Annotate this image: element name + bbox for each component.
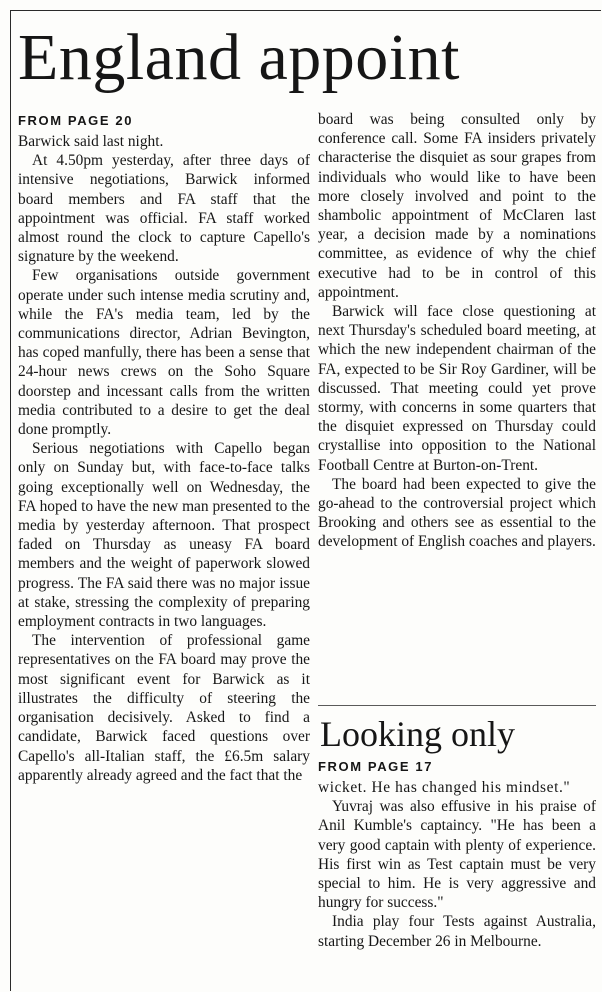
article-column-1: [18, 112, 310, 785]
article-column-3: [318, 758, 596, 951]
paragraph: Serious negotiations with Capello began only on Sunday but, with face-to-face talks going exceptionally well on Wednesday, the FA hoped to have the new man presented to the media by yesterday afternoon. That prospect faded on Thursday as uneasy FA board members and the weight of paperwork slowed progress. The FA said there was no major issue at stake, stressing the complexity of preparing employment contracts in two languages.: [18, 440, 310, 631]
paragraph: Yuvraj was also effusive in his praise of Anil Kumble's captaincy. "He has been a very good captain with plenty of experience. His first win as Test captain must be very special to him. He is very aggressive and hungry for success.": [318, 798, 596, 912]
paragraph: board was being consulted only by conference call. Some FA insiders privately characterise the disquiet as sour grapes from individuals who would like to have been more closely involved and point to the shambolic appointment of McClaren last year, a decision made by a nominations committee, as evidence of why the chief executive had to be in control of this appointment.: [318, 111, 596, 301]
paragraph: Barwick said last night.: [18, 133, 164, 150]
paragraph: wicket. He has changed his mindset.": [318, 779, 571, 796]
main-headline: England appoint: [18, 21, 460, 94]
paragraph: At 4.50pm yesterday, after three days of intensive negotiations, Barwick informed board members and FA staff that the appointment was official. FA staff worked almost round the clock to capture Capello's signature by the weekend.: [18, 152, 310, 266]
paragraph: The board had been expected to give the go-ahead to the controversial project which Brooking and others see as essential to the development of English coaches and players.: [318, 475, 596, 551]
article-column-2: [318, 110, 596, 552]
paragraph: India play four Tests against Australia, starting December 26 in Melbourne.: [318, 913, 596, 950]
paragraph: The intervention of professional game representatives on the FA board may prove the most significant event for Barwick as it illustrates the difficulty of steering the organisation decisively. Asked to find a candidate, Barwick faced questions over Capello's all-Italian staff, the £6.5m salary apparently already agreed and the fact that the: [18, 632, 310, 784]
paragraph: Barwick will face close questioning at next Thursday's scheduled board meeting, at which the new independent chairman of the FA, expected to be Sir Roy Gardiner, will be discussed. That meeting could yet prove stormy, with concerns in some quarters that the disquiet expressed on Thursday could crystallise into opposition to the National Football Centre at Burton-on-Trent.: [318, 303, 596, 474]
second-headline: Looking only: [320, 714, 515, 754]
main-kicker: FROM PAGE 20: [18, 113, 134, 128]
second-kicker: FROM PAGE 17: [318, 759, 434, 774]
story-divider: [318, 705, 596, 706]
paragraph: Few organisations outside government operate under such intense media scrutiny and, while the FA's media team, led by the communications director, Adrian Bevington, has coped manfully, there has been a sense that 24-hour news crews on the Soho Square doorstep and incessant calls from the written media contributed to a desire to get the deal done promptly.: [18, 267, 310, 439]
